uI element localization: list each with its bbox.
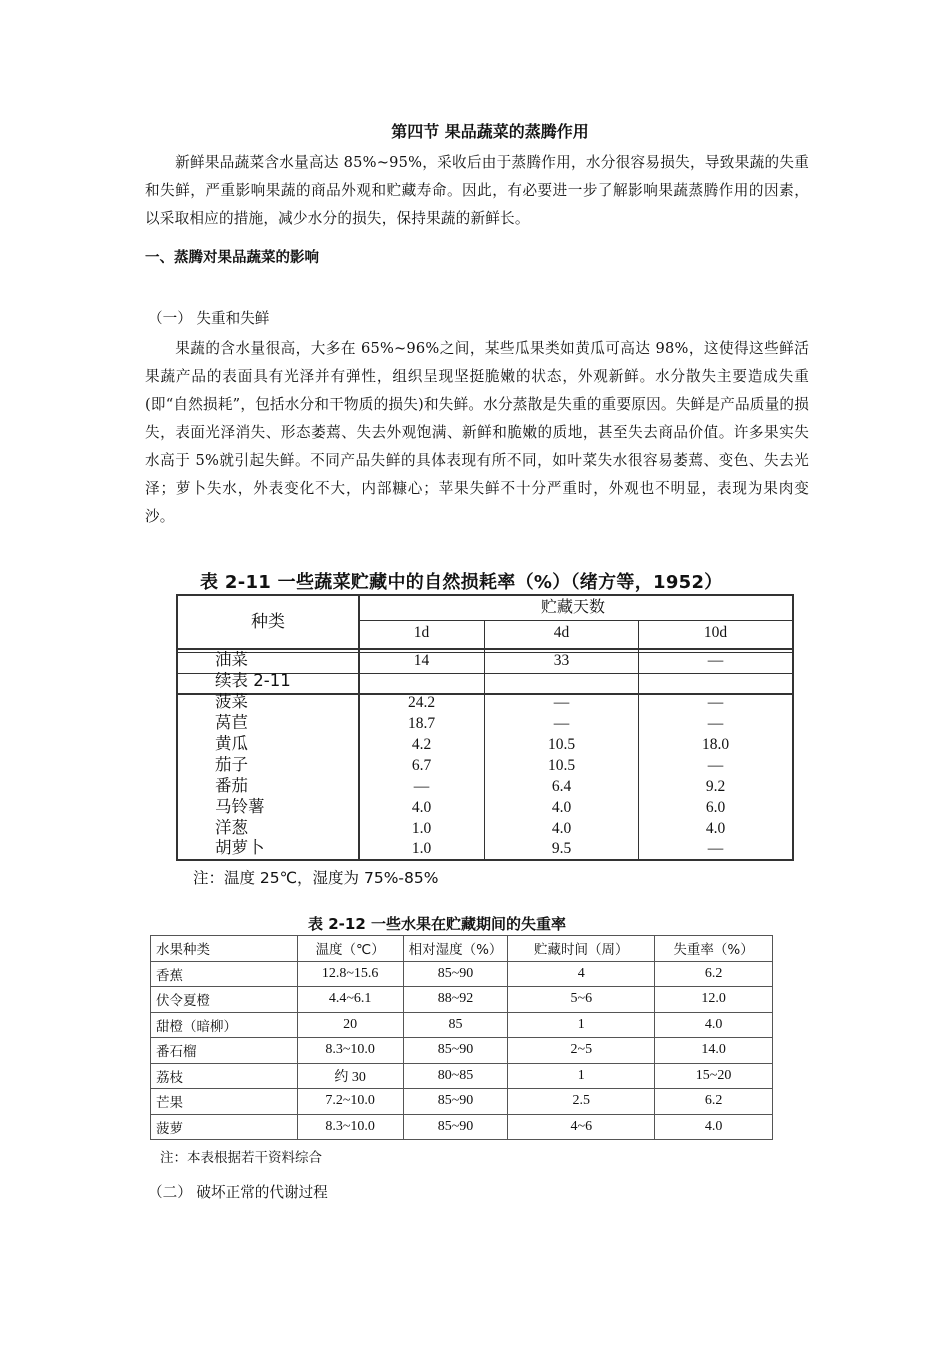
table-2-11-cell: 10.5 bbox=[547, 736, 576, 753]
table-2-12-header-cell: 温度（℃） bbox=[297, 936, 403, 962]
table-2-12-cell: 4.0 bbox=[655, 1012, 773, 1038]
table-2-11-row-name: 马铃薯 bbox=[215, 797, 265, 816]
table-2-12-cell: 85~90 bbox=[403, 961, 508, 987]
table-2-12-header-cell: 相对湿度（%） bbox=[403, 936, 508, 962]
table-2-11-cell: 9.5 bbox=[551, 840, 572, 857]
table-2-12-cell: 6.2 bbox=[655, 1089, 773, 1115]
table-2-11-row-name: 油菜 bbox=[215, 650, 248, 669]
table-2-12-cell: 约 30 bbox=[297, 1063, 403, 1089]
table-2-11-col-1d: 1d bbox=[413, 624, 430, 641]
table-2-11-row-name: 莴苣 bbox=[215, 713, 248, 732]
table-2-12-cell: 8.3~10.0 bbox=[297, 1038, 403, 1064]
table-2-12-cell: 荔枝 bbox=[151, 1063, 298, 1089]
table-2-12-note: 注：本表根据若干资料综合 bbox=[160, 1150, 322, 1166]
table-2-11-cell: — bbox=[553, 715, 570, 732]
table-2-12-caption: 表 2-12 一些水果在贮藏期间的失重率 bbox=[308, 915, 566, 933]
table-2-11-cell: 1.0 bbox=[411, 840, 432, 857]
table-2-11-row-name: 番茄 bbox=[215, 776, 248, 795]
table-2-11-cell: 33 bbox=[553, 652, 570, 669]
table-2-12-cell: 6.2 bbox=[655, 961, 773, 987]
heading-evaporation-effects: 一、蒸腾对果品蔬菜的影响 bbox=[145, 250, 319, 266]
table-2-12-body bbox=[151, 961, 773, 1140]
table-2-12-cell: 1 bbox=[508, 1012, 655, 1038]
table-2-11-cell: — bbox=[707, 652, 724, 669]
table-2-12-cell: 芒果 bbox=[151, 1089, 298, 1115]
table-2-12-row bbox=[151, 987, 773, 1013]
intro-text: 新鲜果品蔬菜含水量高达 85%~95%，采收后由于蒸腾作用，水分很容易损失，导致果蔬的失重和失鲜，严重影响果蔬的商品外观和贮藏寿命。因此，有必要进一步了解影响果蔬蒸腾作用的因素，以采取相应的措施，减少水分的损失，保持果蔬的新鲜长。 bbox=[145, 154, 809, 227]
table-2-12-row bbox=[151, 1114, 773, 1140]
table-2-12-cell: 14.0 bbox=[655, 1038, 773, 1064]
table-2-11-cell: 18.7 bbox=[407, 715, 436, 732]
table-2-12-cell: 85 bbox=[403, 1012, 508, 1038]
table-2-11-cell: 4.0 bbox=[551, 799, 572, 816]
table-2-12-header-cell: 失重率（%） bbox=[655, 936, 773, 962]
table-2-11-note: 注：温度 25℃，湿度为 75%-85% bbox=[193, 869, 439, 887]
intro-paragraph bbox=[145, 149, 809, 233]
table-2-12-cell: 4~6 bbox=[508, 1114, 655, 1140]
table-2-11-row-name: 续表 2-11 bbox=[215, 671, 291, 690]
table-2-11-cell: 6.4 bbox=[551, 778, 572, 795]
table-2-11-cell: — bbox=[707, 840, 724, 857]
table-2-11-cell: 10.5 bbox=[547, 757, 576, 774]
table-2-12-cell: 15~20 bbox=[655, 1063, 773, 1089]
table-2-12-cell: 甜橙（暗柳） bbox=[151, 1012, 298, 1038]
table-2-12-header-cell: 贮藏时间（周） bbox=[508, 936, 655, 962]
table-2-11-cell: 14 bbox=[413, 652, 430, 669]
table-2-11-cell: 18.0 bbox=[701, 736, 730, 753]
table-2-11 bbox=[176, 594, 794, 860]
table-2-11-col-4d: 4d bbox=[553, 624, 570, 641]
table-2-12-cell: 番石榴 bbox=[151, 1038, 298, 1064]
table-2-12-row bbox=[151, 1063, 773, 1089]
table-2-11-cell: 1.0 bbox=[411, 820, 432, 837]
table-2-11-cell: 4.0 bbox=[411, 799, 432, 816]
subheading-metabolism: （二） 破坏正常的代谢过程 bbox=[148, 1184, 328, 1201]
table-2-12-cell: 80~85 bbox=[403, 1063, 508, 1089]
table-2-12-cell: 2~5 bbox=[508, 1038, 655, 1064]
table-2-12-cell: 88~92 bbox=[403, 987, 508, 1013]
table-2-11-cell: 6.0 bbox=[705, 799, 726, 816]
table-2-11-row-name: 菠菜 bbox=[215, 692, 248, 711]
subheading-weight-loss: （一） 失重和失鲜 bbox=[148, 310, 270, 327]
table-2-12-cell: 85~90 bbox=[403, 1114, 508, 1140]
table-2-12-row bbox=[151, 1012, 773, 1038]
table-2-12-cell: 8.3~10.0 bbox=[297, 1114, 403, 1140]
table-2-11-cell: 9.2 bbox=[705, 778, 726, 795]
table-2-12-header-row bbox=[151, 936, 773, 962]
table-2-12-cell: 4 bbox=[508, 961, 655, 987]
table-2-11-col-10d: 10d bbox=[703, 624, 728, 641]
table-2-11-head-days: 贮藏天数 bbox=[541, 597, 606, 616]
table-2-11-cell: 6.7 bbox=[411, 757, 432, 774]
table-2-12-cell: 12.0 bbox=[655, 987, 773, 1013]
table-2-11-caption: 表 2-11 一些蔬菜贮藏中的自然损耗率（%）（绪方等，1952） bbox=[200, 572, 723, 593]
table-2-12-row bbox=[151, 961, 773, 987]
table-2-12-cell: 2.5 bbox=[508, 1089, 655, 1115]
table-2-12-cell: 85~90 bbox=[403, 1089, 508, 1115]
table-2-11-cell: — bbox=[553, 694, 570, 711]
table-2-12-cell: 1 bbox=[508, 1063, 655, 1089]
section-title: 第四节 果品蔬菜的蒸腾作用 bbox=[391, 122, 589, 141]
table-2-11-cell: 24.2 bbox=[407, 694, 436, 711]
weight-loss-text: 果蔬的含水量很高，大多在 65%~96%之间，某些瓜果类如黄瓜可高达 98%，这使得这些鲜活果蔬产品的表面具有光泽并有弹性，组织呈现坚挺脆嫩的状态，外观新鲜。水分散失主要造成失重(即“自然损耗”，包括水分和干物质的损失)和失鲜。水分蒸散是失重的重要原因。失鲜是产品质量的损失，表面光泽消失、形态萎蔫、失去外观饱满、新鲜和脆嫩的质地，甚至失去商品价值。许多果实失水高于 5%就引起失鲜。不同产品失鲜的具体表现有所不同，如叶菜失水很容易萎蔫、变色、失去光泽；萝卜失水，外表变化不大，内部糠心；苹果失鲜不十分严重时，外观也不明显，表现为果肉变沙。 bbox=[145, 340, 809, 525]
table-2-12-cell: 5~6 bbox=[508, 987, 655, 1013]
table-2-12-row bbox=[151, 1038, 773, 1064]
table-2-12-cell: 7.2~10.0 bbox=[297, 1089, 403, 1115]
table-2-11-cell: 4.0 bbox=[551, 820, 572, 837]
table-2-12-cell: 85~90 bbox=[403, 1038, 508, 1064]
table-2-12-header-cell: 水果种类 bbox=[151, 936, 298, 962]
table-2-11-cell: — bbox=[707, 715, 724, 732]
table-2-12-cell: 20 bbox=[297, 1012, 403, 1038]
table-2-12-cell: 4.4~6.1 bbox=[297, 987, 403, 1013]
table-2-11-row-name: 洋葱 bbox=[215, 818, 248, 837]
table-2-11-row-name: 胡萝卜 bbox=[215, 838, 265, 857]
table-2-12-cell: 4.0 bbox=[655, 1114, 773, 1140]
table-2-11-head-kind: 种类 bbox=[251, 612, 285, 632]
table-2-11-cell: — bbox=[413, 778, 430, 795]
table-2-11-cell: — bbox=[707, 694, 724, 711]
table-2-12-cell: 香蕉 bbox=[151, 961, 298, 987]
table-2-12-cell: 伏令夏橙 bbox=[151, 987, 298, 1013]
table-2-12-cell: 12.8~15.6 bbox=[297, 961, 403, 987]
table-2-11-cell: — bbox=[707, 757, 724, 774]
weight-loss-paragraph bbox=[145, 335, 809, 531]
table-2-11-row-name: 黄瓜 bbox=[215, 734, 248, 753]
table-2-11-cell: 4.0 bbox=[705, 820, 726, 837]
table-2-11-row-name: 茄子 bbox=[215, 755, 248, 774]
table-2-11-cell: 4.2 bbox=[411, 736, 432, 753]
table-2-12-cell: 菠萝 bbox=[151, 1114, 298, 1140]
table-2-12 bbox=[150, 935, 773, 1140]
table-2-12-row bbox=[151, 1089, 773, 1115]
